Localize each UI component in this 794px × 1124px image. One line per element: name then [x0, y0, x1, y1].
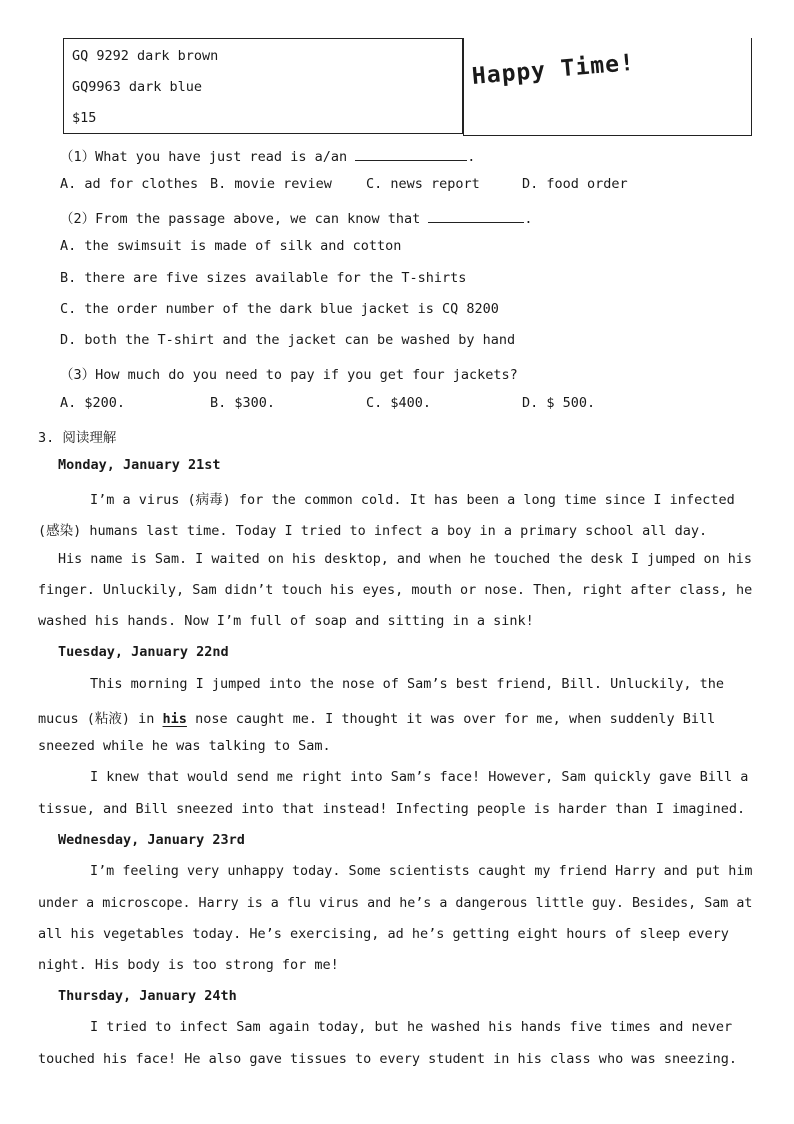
tuesday-line-5: tissue, and Bill sneezed into that instead! Infecting people is harder than I imagined.	[38, 801, 746, 817]
wednesday-line-3: all his vegetables today. He’s exercising, ad he’s getting eight hours of sleep every	[38, 926, 729, 942]
question-3-stem: （3）How much do you need to pay if you get four jackets?	[60, 367, 518, 383]
q1-option-c: C. news report	[366, 176, 480, 192]
wednesday-line-4: night. His body is too strong for me!	[38, 957, 339, 973]
tuesday-line-3: sneezed while he was talking to Sam.	[38, 738, 331, 754]
tuesday-line-2-b: nose caught me. I thought it was over for me, when suddenly Bill	[186, 711, 716, 727]
question-1-end: .	[467, 149, 476, 165]
q3-option-a: A. $200.	[60, 395, 126, 411]
q1-option-a: A. ad for clothes	[60, 176, 199, 192]
question-2	[60, 207, 533, 227]
thursday-line-1: I tried to infect Sam again today, but he washed his hands five times and never	[90, 1019, 733, 1035]
wednesday-line-2: under a microscope. Harry is a flu virus and he’s a dangerous little guy. Besides, Sam at	[38, 895, 753, 911]
q3-option-c: C. $400.	[366, 395, 432, 411]
question-1-stem: （1）What you have just read is a/an	[60, 149, 348, 165]
diary-date-monday: Monday, January 21st	[58, 457, 221, 473]
monday-line-1: I’m a virus (病毒) for the common cold. It has been a long time since I infected	[90, 492, 735, 508]
q3-option-b: B. $300.	[210, 395, 276, 411]
ad-line-3: $15	[72, 110, 97, 126]
diary-date-wednesday: Wednesday, January 23rd	[58, 832, 245, 848]
monday-line-3: His name is Sam. I waited on his desktop, and when he touched the desk I jumped on his	[58, 551, 752, 567]
question-2-stem: （2）From the passage above, we can know that	[60, 211, 421, 227]
ad-line-2: GQ9963 dark blue	[72, 79, 203, 95]
q2-option-d: D. both the T-shirt and the jacket can be washed by hand	[60, 332, 516, 348]
section-heading: 3. 阅读理解	[38, 430, 117, 446]
q2-option-c: C. the order number of the dark blue jacket is CQ 8200	[60, 301, 499, 317]
underlined-his: his	[162, 711, 187, 727]
tuesday-line-4: I knew that would send me right into Sam’s face! However, Sam quickly gave Bill a	[90, 769, 749, 785]
thursday-line-2: touched his face! He also gave tissues to every student in his class who was sneezing.	[38, 1051, 737, 1067]
tuesday-line-1: This morning I jumped into the nose of Sam’s best friend, Bill. Unluckily, the	[90, 676, 724, 692]
answer-blank[interactable]	[428, 210, 524, 223]
tuesday-line-2-a: mucus (粘液) in	[38, 711, 163, 727]
wednesday-line-1: I’m feeling very unhappy today. Some scientists caught my friend Harry and put him	[90, 863, 753, 879]
question-1	[60, 145, 475, 165]
q2-option-a: A. the swimsuit is made of silk and cotton	[60, 238, 402, 254]
monday-line-2: (感染) humans last time. Today I tried to infect a boy in a primary school all day.	[38, 523, 708, 539]
question-2-end: .	[524, 211, 533, 227]
tuesday-line-2	[38, 707, 715, 727]
happy-time-text: Happy Time!	[470, 49, 636, 90]
monday-line-5: washed his hands. Now I’m full of soap and sitting in a sink!	[38, 613, 534, 629]
q2-option-b: B. there are five sizes available for the T-shirts	[60, 270, 467, 286]
diary-date-thursday: Thursday, January 24th	[58, 988, 237, 1004]
answer-blank[interactable]	[355, 148, 467, 161]
ad-line-1: GQ 9292 dark brown	[72, 48, 219, 64]
q1-option-b: B. movie review	[210, 176, 332, 192]
diary-date-tuesday: Tuesday, January 22nd	[58, 644, 229, 660]
q1-option-d: D. food order	[522, 176, 628, 192]
monday-line-4: finger. Unluckily, Sam didn’t touch his eyes, mouth or nose. Then, right after class, he	[38, 582, 753, 598]
q3-option-d: D. $ 500.	[522, 395, 596, 411]
